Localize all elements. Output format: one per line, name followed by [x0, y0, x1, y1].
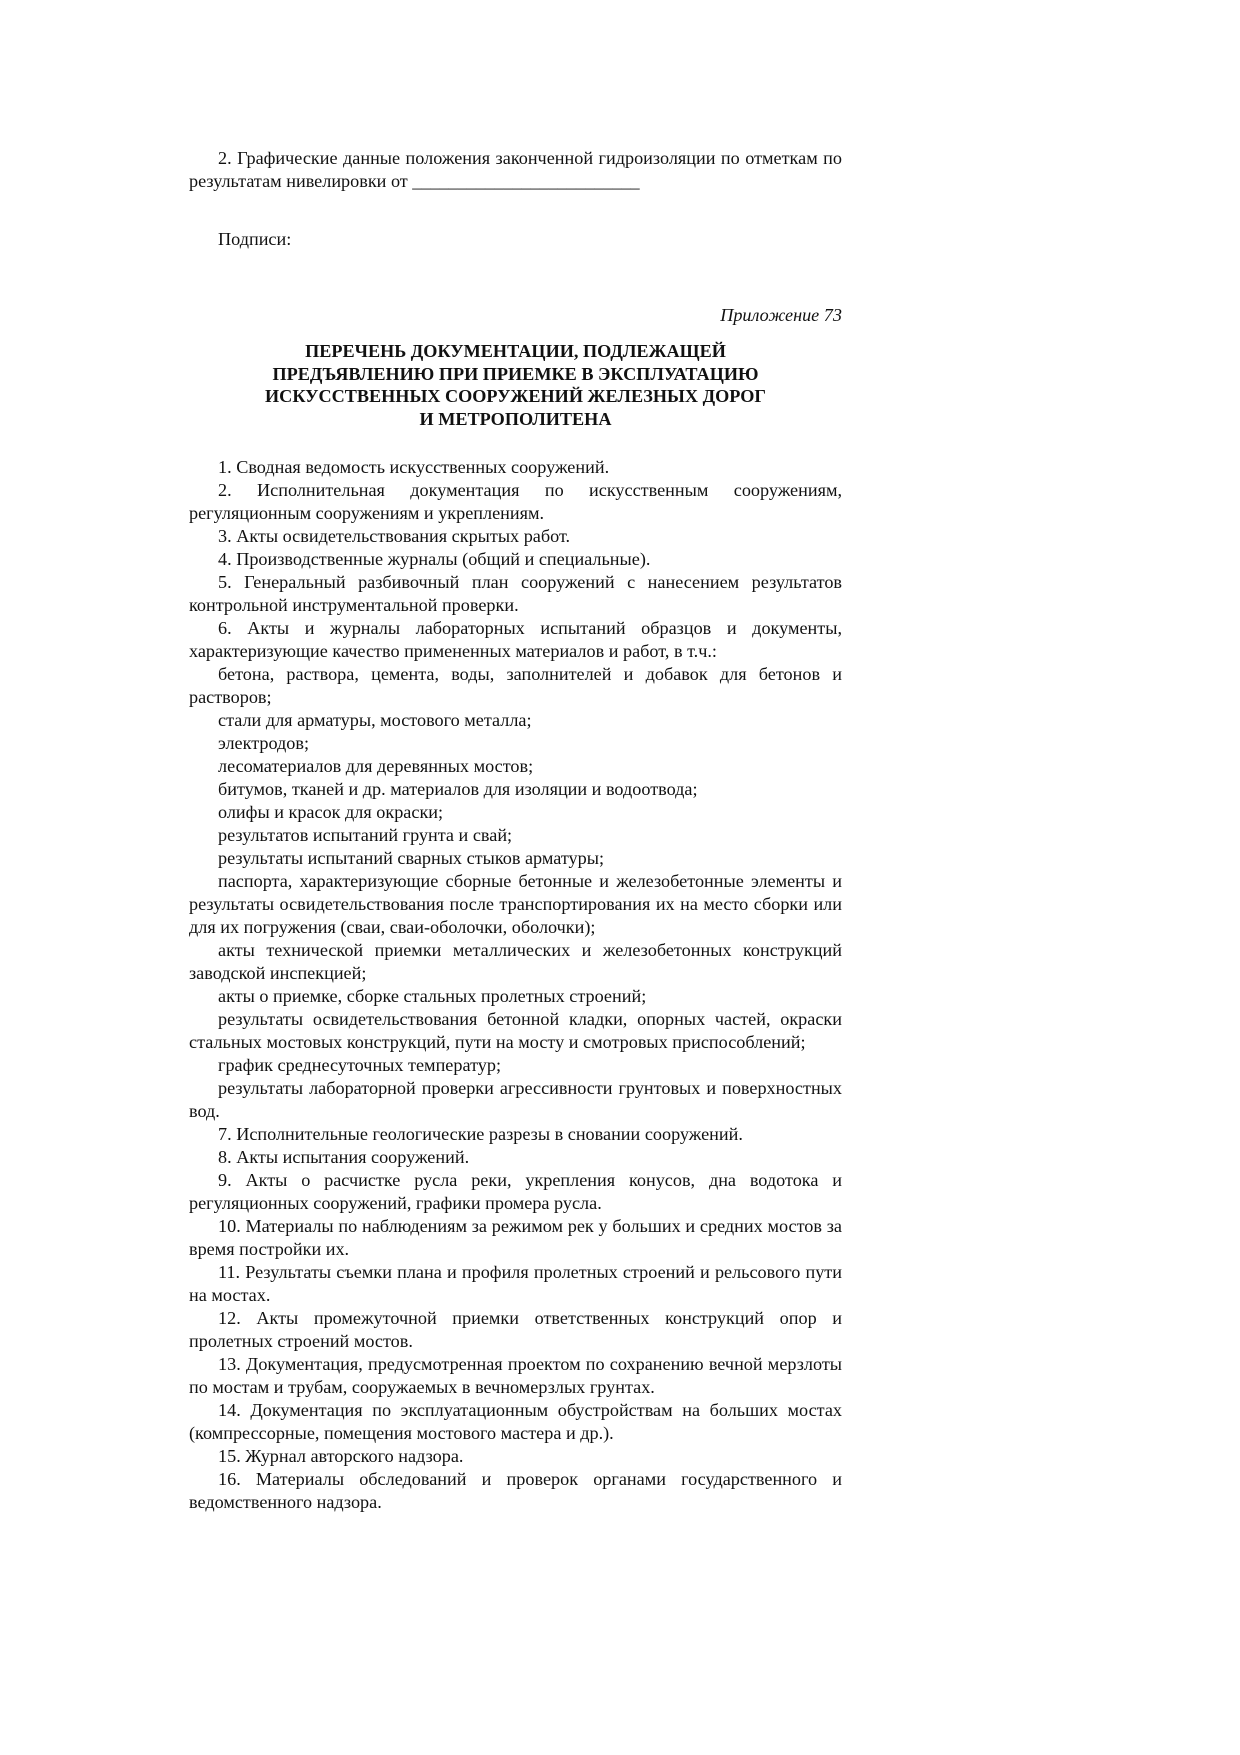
list-item: результаты лабораторной проверки агрессивности грунтовых и поверхностных вод. — [189, 1078, 842, 1121]
title-line: ПЕРЕЧЕНЬ ДОКУМЕНТАЦИИ, ПОДЛЕЖАЩЕЙ — [305, 341, 726, 361]
list-item: 9. Акты о расчистке русла реки, укрепления конусов, дна водотока и регуляционных сооружений, графики промера русла. — [189, 1170, 842, 1213]
list-item: 7. Исполнительные геологические разрезы в сновании сооружений. — [218, 1124, 743, 1144]
document-page — [189, 147, 842, 1514]
list-item: 16. Материалы обследований и проверок органами государственного и ведомственного надзора. — [189, 1469, 842, 1512]
list-item: 5. Генеральный разбивочный план сооружений с нанесением результатов контрольной инструментальной проверки. — [189, 572, 842, 615]
title-line: ИСКУССТВЕННЫХ СООРУЖЕНИЙ ЖЕЛЕЗНЫХ ДОРОГ — [265, 386, 766, 406]
list-item: паспорта, характеризующие сборные бетонные и железобетонные элементы и результаты освидетельствования после транспортирования их на место сборки или для их погружения (сваи, сваи-оболочки, оболочки); — [189, 871, 842, 937]
intro-item-2: 2. Графические данные положения законченной гидроизоляции по отметкам по результатам нивелировки от _________________________ — [189, 148, 842, 191]
list-item: график среднесуточных температур; — [218, 1055, 502, 1075]
list-item: акты технической приемки металлических и железобетонных конструкций заводской инспекцией; — [189, 940, 842, 983]
list-item: 4. Производственные журналы (общий и специальные). — [218, 549, 651, 569]
list-item: 15. Журнал авторского надзора. — [218, 1446, 464, 1466]
list-item: 13. Документация, предусмотренная проектом по сохранению вечной мерзлоты по мостам и трубам, сооружаемых в вечномерзлых грунтах. — [189, 1354, 842, 1397]
documentation-list — [189, 456, 842, 1514]
list-item: 3. Акты освидетельствования скрытых работ. — [218, 526, 571, 546]
list-item: электродов; — [218, 733, 310, 753]
list-item: результатов испытаний грунта и свай; — [218, 825, 513, 845]
list-item: 1. Сводная ведомость искусственных сооружений. — [218, 457, 610, 477]
list-item: 6. Акты и журналы лабораторных испытаний образцов и документы, характеризующие качество примененных материалов и работ, в т.ч.: — [189, 618, 842, 661]
list-item: стали для арматуры, мостового металла; — [218, 710, 532, 730]
signatures-label: Подписи: — [218, 229, 292, 249]
list-item: акты о приемке, сборке стальных пролетных строений; — [218, 986, 647, 1006]
list-item: олифы и красок для окраски; — [218, 802, 444, 822]
list-item: лесоматериалов для деревянных мостов; — [218, 756, 534, 776]
list-item: результаты освидетельствования бетонной кладки, опорных частей, окраски стальных мостовых конструкций, пути на мосту и смотровых приспособлений; — [189, 1009, 842, 1052]
appendix-label: Приложение 73 — [720, 305, 842, 325]
list-item: битумов, тканей и др. материалов для изоляции и водоотвода; — [218, 779, 698, 799]
title-line: И МЕТРОПОЛИТЕНА — [419, 408, 612, 429]
list-item: 14. Документация по эксплуатационным обустройствам на больших мостах (компрессорные, помещения мостового мастера и др.). — [189, 1400, 842, 1443]
title-line: ПРЕДЪЯВЛЕНИЮ ПРИ ПРИЕМКЕ В ЭКСПЛУАТАЦИЮ — [272, 363, 759, 384]
list-item: 11. Результаты съемки плана и профиля пролетных строений и рельсового пути на мостах. — [189, 1262, 842, 1305]
list-item: 8. Акты испытания сооружений. — [218, 1147, 470, 1167]
list-item: результаты испытаний сварных стыков арматуры; — [218, 848, 605, 868]
list-item: бетона, раствора, цемента, воды, заполнителей и добавок для бетонов и растворов; — [189, 664, 842, 707]
document-title — [246, 340, 786, 430]
list-item: 12. Акты промежуточной приемки ответственных конструкций опор и пролетных строений мостов. — [189, 1308, 842, 1351]
list-item: 10. Материалы по наблюдениям за режимом рек у больших и средних мостов за время постройки их. — [189, 1216, 842, 1259]
list-item: 2. Исполнительная документация по искусственным сооружениям, регуляционным сооружениям и укреплениям. — [189, 480, 842, 523]
